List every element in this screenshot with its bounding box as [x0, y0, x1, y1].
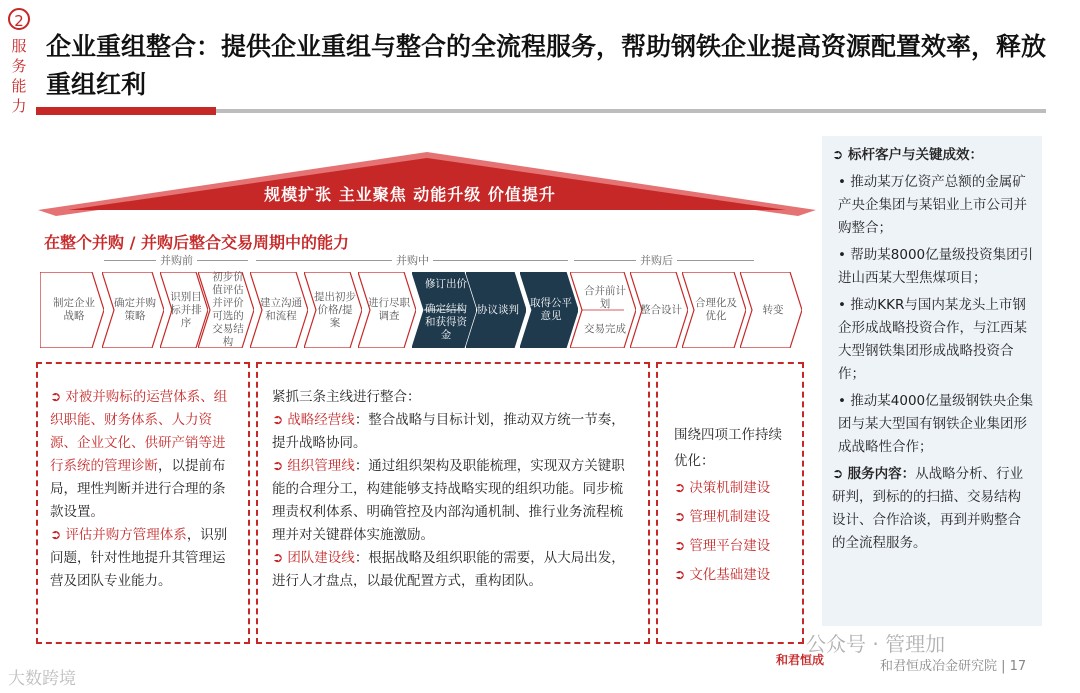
- process-step-label: 协议谈判: [477, 303, 519, 316]
- arrow-right-icon: ➲: [832, 147, 849, 163]
- cycle-subtitle: 在整个并购 / 并购后整合交易周期中的能力: [44, 233, 349, 252]
- roof-banner-text: 规模扩张 主业聚焦 动能升级 价值提升: [264, 185, 556, 204]
- arrow-right-icon: ➲: [50, 527, 62, 543]
- mid-merger-box: [256, 362, 650, 644]
- process-step: [740, 272, 802, 348]
- section-number-badge: 2: [8, 8, 30, 30]
- pre-merger-box: [36, 362, 250, 644]
- mid-merger-item: ➲ 团队建设线：根据战略及组织职能的需要，从大局出发，进行人才盘点，以最优配置方式，重构团队。: [272, 550, 625, 589]
- pre-merger-item: ➲ 评估并购方管理体系，识别问题，针对性地提升其管理运营及团队专业能力。: [50, 527, 228, 589]
- post-merger-intro: 围绕四项工作持续优化：: [674, 427, 782, 469]
- phase-label-pre: 并购前: [156, 252, 197, 268]
- company-logo: 和君恒成: [776, 653, 825, 667]
- watermark: 公众号 · 管理加: [806, 632, 946, 656]
- process-step: [630, 272, 688, 348]
- arrow-right-icon: ➲: [674, 480, 686, 496]
- mid-merger-item: ➲ 战略经营线：整合战略与目标计划，推动双方统一节奏，提升战略协同。: [272, 412, 625, 451]
- process-step-label: 确定并购策略: [114, 297, 156, 322]
- process-step: [358, 272, 416, 348]
- process-step-label: 确定结构和获得资金: [425, 303, 467, 341]
- mid-merger-intro: 紧抓三条主线进行整合：: [272, 389, 421, 405]
- process-step: [304, 272, 362, 348]
- process-step-label: 进行尽职调查: [368, 297, 410, 322]
- process-step-label: 修订出价: [425, 278, 467, 290]
- process-step-label: 建立沟通和流程: [260, 297, 302, 322]
- panel-service: ➲ 服务内容：从战略分析、行业研判，到标的的扫描、交易结构设计、合作洽谈，再到并购整合的全流程服务。: [832, 466, 1024, 551]
- process-step-label: 取得公平意见: [530, 297, 572, 322]
- arrow-right-icon: ➲: [50, 389, 62, 405]
- process-step-label: 合理化及优化: [695, 297, 737, 322]
- title-underline: [216, 109, 1046, 113]
- phase-label-mid: 并购中: [392, 252, 433, 268]
- client-results-panel: [822, 136, 1042, 626]
- mid-merger-item: ➲ 组织管理线：通过组织架构及职能梳理，实现双方关键职能的合理分工，构建能够支持战略实现的组织功能。同步梳理责权利体系、明确管控及内部沟通机制、推行业务流程梳理并对关键群体实施激励。: [272, 458, 625, 543]
- arrow-right-icon: ➲: [272, 412, 284, 428]
- process-step: [102, 272, 164, 348]
- title-underline-accent: [36, 107, 216, 115]
- post-merger-box: [656, 362, 804, 644]
- process-step: [40, 272, 104, 348]
- process-step-label: 交易完成: [584, 322, 626, 335]
- panel-bullet: • 推动KKR与国内某龙头上市钢企形成战略投资合作，与江西某大型钢铁集团形成战略投资合作；: [838, 297, 1027, 382]
- section-tag-label: 服务能力: [11, 37, 27, 115]
- process-step-label: 识别目标并排序: [170, 290, 202, 329]
- process-step-label: 合并前计划: [584, 284, 626, 310]
- arrow-right-icon: ➲: [272, 550, 284, 566]
- process-step: [682, 272, 746, 348]
- process-step-label: 制定企业战略: [53, 297, 95, 322]
- post-merger-item: ➲ 管理机制建设: [674, 509, 771, 525]
- arrow-right-icon: ➲: [674, 538, 686, 554]
- pre-merger-item: ➲ 对被并购标的运营体系、组织职能、财务体系、人力资源、企业文化、供研产销等进行系统的管理诊断，以提前布局，理性判断并进行合理的条款设置。: [50, 389, 228, 520]
- panel-bullet: • 推动某4000亿量级钢铁央企集团与某大型国有钢铁企业集团形成战略性合作；: [838, 393, 1034, 455]
- post-merger-item: ➲ 管理平台建设: [674, 538, 771, 554]
- process-step: [570, 272, 636, 348]
- process-step-label: 整合设计: [640, 303, 682, 316]
- phase-label-post: 并购后: [636, 252, 677, 268]
- post-merger-item: ➲ 决策机制建设: [674, 480, 771, 496]
- panel-bullet: • 帮助某8000亿量级投资集团引进山西某大型焦煤项目；: [838, 247, 1034, 286]
- panel-bullet: • 推动某万亿资产总额的金属矿产央企集团与某铝业上市公司并购整合；: [838, 174, 1027, 236]
- panel-heading: ➲ 标杆客户与关键成效：: [832, 147, 984, 163]
- arrow-right-icon: ➲: [832, 466, 848, 482]
- watermark-secondary: 大数跨境: [8, 669, 76, 689]
- arrow-right-icon: ➲: [674, 567, 686, 583]
- footer-org: 和君恒成冶金研究院 | 17: [880, 659, 1027, 674]
- process-step-label: 转变: [762, 303, 784, 316]
- process-step-label: 提出初步价格/提案: [314, 290, 356, 329]
- post-merger-item: ➲ 文化基础建设: [674, 567, 771, 583]
- process-step: [250, 272, 308, 348]
- page-title: 企业重组整合：提供企业重组与整合的全流程服务，帮助钢铁企业提高资源配置效率，释放重组红利: [46, 32, 1047, 99]
- process-step: [198, 272, 254, 348]
- arrow-right-icon: ➲: [674, 509, 686, 525]
- arrow-right-icon: ➲: [272, 458, 284, 474]
- process-step-label: 初步价值评估并评价可选的交易结构: [212, 271, 244, 348]
